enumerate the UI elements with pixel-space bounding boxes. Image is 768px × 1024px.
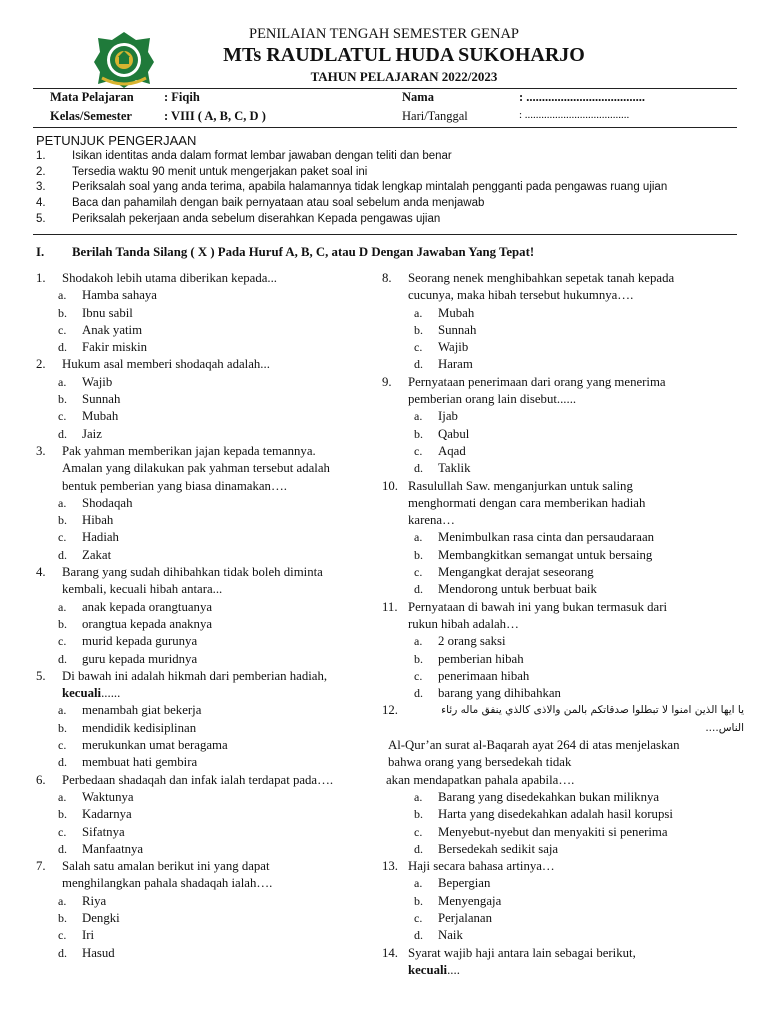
- question-number: 2.: [36, 357, 46, 372]
- option-text: Bersedekah sedikit saja: [438, 841, 559, 856]
- option-letter: c.: [58, 530, 67, 545]
- option-text: Mengangkat derajat seseorang: [438, 565, 594, 580]
- section-heading: [36, 245, 534, 260]
- option-letter: a.: [414, 409, 423, 424]
- answer-option[interactable]: [36, 789, 382, 806]
- instruction-number: 5.: [36, 213, 46, 225]
- info-divider: [33, 127, 737, 128]
- class-value: : VIII ( A, B, C, D ): [164, 109, 266, 123]
- option-text: mendidik kedisiplinan: [82, 720, 197, 735]
- option-letter: d.: [58, 651, 67, 666]
- option-text: Hasud: [82, 945, 115, 960]
- answer-option[interactable]: [36, 633, 382, 650]
- option-text: Harta yang disedekahkan adalah hasil korupsi: [438, 807, 673, 822]
- date-label: Hari/Tanggal: [402, 109, 468, 123]
- question-keyword-suffix: ....: [447, 962, 460, 977]
- option-letter: a.: [58, 495, 67, 510]
- option-letter: d.: [414, 582, 423, 597]
- question-text-line: akan mendapatkan pahala apabila….: [386, 772, 575, 787]
- answer-option[interactable]: [36, 547, 382, 564]
- answer-option[interactable]: [382, 824, 744, 841]
- question-stem: [36, 564, 382, 599]
- question-text-line: rukun hibah adalah…: [408, 616, 519, 631]
- option-letter: d.: [414, 928, 423, 943]
- name-field[interactable]: : ......................................: [519, 90, 646, 104]
- question-number: 10.: [382, 478, 398, 493]
- answer-option[interactable]: [36, 824, 382, 841]
- option-text: barang yang dihibahkan: [438, 686, 561, 701]
- option-text: Hamba sahaya: [82, 288, 157, 303]
- option-letter: b.: [58, 807, 67, 822]
- section-number: I.: [36, 245, 45, 259]
- answer-option[interactable]: [382, 651, 744, 668]
- option-text: Zakat: [82, 547, 112, 562]
- answer-option[interactable]: [36, 322, 382, 339]
- option-letter: c.: [58, 634, 67, 649]
- option-letter: c.: [414, 340, 423, 355]
- option-letter: a.: [58, 789, 67, 804]
- option-letter: c.: [58, 824, 67, 839]
- answer-option[interactable]: [382, 305, 744, 322]
- answer-option[interactable]: [36, 616, 382, 633]
- option-letter: a.: [414, 305, 423, 320]
- answer-option[interactable]: [36, 339, 382, 356]
- option-text: Taklik: [438, 461, 471, 476]
- instruction-number: 3.: [36, 181, 46, 193]
- subject-label: Mata Pelajaran: [50, 90, 134, 104]
- option-text: Sunnah: [438, 322, 477, 337]
- option-text: Haram: [438, 357, 473, 372]
- option-letter: b.: [58, 305, 67, 320]
- question-number: 4.: [36, 565, 46, 580]
- option-letter: c.: [414, 668, 423, 683]
- question-text-line: pemberian orang lain disebut......: [408, 392, 577, 407]
- answer-option[interactable]: [382, 460, 744, 477]
- questions-left-column: [36, 270, 382, 962]
- answer-option[interactable]: [36, 426, 382, 443]
- answer-option[interactable]: [36, 945, 382, 962]
- option-letter: c.: [414, 824, 423, 839]
- instruction-number: 4.: [36, 197, 46, 209]
- option-letter: a.: [414, 634, 423, 649]
- option-text: anak kepada orangtuanya: [82, 599, 213, 614]
- question-text-line: Amalan yang dilakukan pak yahman tersebut adalah: [62, 461, 330, 476]
- answer-option[interactable]: [36, 806, 382, 823]
- option-letter: d.: [58, 755, 67, 770]
- option-letter: b.: [414, 547, 423, 562]
- question-stem: [382, 945, 744, 980]
- answer-option[interactable]: [382, 356, 744, 373]
- question-text-line: karena…: [408, 513, 455, 528]
- instruction-text: Periksalah soal yang anda terima, apabila halamannya tidak lengkap mintalah pengganti pada pengawas ruang ujian: [72, 181, 668, 193]
- question-text-line: Salah satu amalan berikut ini yang dapat: [62, 859, 270, 874]
- name-label: Nama: [402, 90, 434, 104]
- question-text-line: cucunya, maka hibah tersebut hukumnya….: [408, 288, 634, 303]
- option-text: Mubah: [438, 305, 475, 320]
- question-number: 7.: [36, 859, 46, 874]
- answer-option[interactable]: [382, 789, 744, 806]
- question-number: 5.: [36, 668, 46, 683]
- option-text: Ibnu sabil: [82, 305, 133, 320]
- header-divider: [33, 88, 737, 89]
- answer-option[interactable]: [36, 287, 382, 304]
- answer-option[interactable]: [382, 668, 744, 685]
- option-text: Sifatnya: [82, 824, 125, 839]
- question-number: 3.: [36, 443, 46, 458]
- option-text: menambah giat bekerja: [82, 703, 202, 718]
- answer-option[interactable]: [36, 391, 382, 408]
- instructions-divider: [33, 234, 737, 235]
- option-text: 2 orang saksi: [438, 634, 506, 649]
- arabic-verse: يا ايها الذين امنوا لا تبطلوا صدقاتكم بالمن والاذى كالذي ينفق ماله رئاء الناس....: [441, 704, 744, 734]
- answer-option[interactable]: [36, 737, 382, 754]
- option-text: Bepergian: [438, 876, 491, 891]
- option-letter: d.: [58, 426, 67, 441]
- question-keyword: kecuali: [62, 686, 102, 701]
- instruction-text: Baca dan pahamilah dengan baik pernyataan atau soal sebelum anda menjawab: [72, 197, 485, 209]
- answer-option[interactable]: [36, 651, 382, 668]
- question-text-line: Pernyataan penerimaan dari orang yang menerima: [408, 374, 666, 389]
- question-stem: [36, 858, 382, 893]
- question-keyword: kecuali: [408, 962, 448, 977]
- instruction-item: [36, 150, 452, 162]
- option-letter: b.: [58, 392, 67, 407]
- instruction-text: Periksalah pekerjaan anda sebelum diserahkan Kepada pengawas ujian: [72, 213, 441, 225]
- option-letter: b.: [414, 651, 423, 666]
- option-letter: d.: [414, 686, 423, 701]
- answer-option[interactable]: [36, 529, 382, 546]
- option-letter: b.: [58, 616, 67, 631]
- question-text-line: [62, 685, 382, 702]
- question-block: [382, 599, 744, 703]
- option-text: Menyebut-nyebut dan menyakiti si penerima: [438, 824, 668, 839]
- option-text: Hibah: [82, 513, 114, 528]
- instruction-item: [36, 166, 367, 178]
- question-block: [382, 702, 744, 858]
- option-letter: a.: [58, 288, 67, 303]
- option-letter: c.: [414, 565, 423, 580]
- question-block: [382, 478, 744, 599]
- answer-option[interactable]: [382, 564, 744, 581]
- option-text: Wajib: [82, 374, 113, 389]
- instruction-text: Tersedia waktu 90 menit untuk mengerjakan paket soal ini: [72, 166, 368, 178]
- option-letter: d.: [414, 357, 423, 372]
- answer-option[interactable]: [36, 599, 382, 616]
- question-stem: [382, 599, 744, 634]
- answer-option[interactable]: [36, 305, 382, 322]
- question-stem: [382, 478, 744, 530]
- instructions-title: PETUNJUK PENGERJAAN: [36, 133, 197, 148]
- option-text: Waktunya: [82, 789, 134, 804]
- option-text: Manfaatnya: [82, 841, 144, 856]
- answer-option[interactable]: [382, 893, 744, 910]
- question-text-line: Haji secara bahasa artinya…: [408, 859, 555, 874]
- question-stem: [36, 668, 382, 703]
- question-text-line: kembali, kecuali hibah antara...: [62, 582, 223, 597]
- answer-option[interactable]: [36, 841, 382, 858]
- question-text-line: Barang yang sudah dihibahkan tidak boleh diminta: [62, 565, 323, 580]
- answer-option[interactable]: [36, 702, 382, 719]
- instruction-text: Isikan identitas anda dalam format lembar jawaban dengan teliti dan benar: [72, 150, 452, 162]
- option-letter: d.: [58, 340, 67, 355]
- answer-option[interactable]: [382, 443, 744, 460]
- answer-option[interactable]: [382, 529, 744, 546]
- question-number: 1.: [36, 271, 46, 285]
- answer-option[interactable]: [382, 408, 744, 425]
- question-stem: [382, 702, 744, 737]
- option-letter: a.: [414, 876, 423, 891]
- question-number: 12.: [382, 703, 398, 718]
- option-text: merukunkan umat beragama: [82, 738, 228, 753]
- option-text: Mubah: [82, 409, 119, 424]
- option-text: Barang yang disedekahkan bukan miliknya: [438, 789, 660, 804]
- option-letter: a.: [58, 893, 67, 908]
- question-number: 13.: [382, 859, 398, 874]
- option-text: Perjalanan: [438, 910, 493, 925]
- question-number: 11.: [382, 599, 398, 614]
- question-number: 9.: [382, 374, 392, 389]
- question-stem: [36, 772, 382, 789]
- question-text-line: [408, 962, 744, 979]
- answer-option[interactable]: [382, 633, 744, 650]
- answer-option[interactable]: [36, 910, 382, 927]
- option-text: Fakir miskin: [82, 340, 148, 355]
- option-text: Qabul: [438, 426, 470, 441]
- option-text: Wajib: [438, 340, 469, 355]
- question-block: [382, 270, 744, 374]
- question-keyword-suffix: ......: [101, 686, 121, 701]
- option-text: murid kepada gurunya: [82, 634, 198, 649]
- question-text-line: menghormati dengan cara memberikan hadiah: [408, 495, 646, 510]
- question-text-line: Pak yahman memberikan jajan kepada temannya.: [62, 443, 316, 458]
- option-letter: c.: [58, 928, 67, 943]
- option-text: Membangkitkan semangat untuk bersaing: [438, 547, 653, 562]
- exam-title: PENILAIAN TENGAH SEMESTER GENAP: [249, 26, 519, 42]
- option-text: Iri: [82, 928, 95, 943]
- answer-option[interactable]: [382, 685, 744, 702]
- question-block: [382, 945, 744, 980]
- subject-value: : Fiqih: [164, 90, 200, 104]
- question-block: [382, 858, 744, 944]
- option-letter: b.: [414, 893, 423, 908]
- option-letter: d.: [414, 461, 423, 476]
- answer-option[interactable]: [382, 910, 744, 927]
- option-letter: a.: [58, 599, 67, 614]
- option-letter: c.: [58, 738, 67, 753]
- question-stem: [382, 270, 744, 305]
- option-letter: a.: [414, 789, 423, 804]
- answer-option[interactable]: [382, 547, 744, 564]
- question-text-line: Seorang nenek menghibahkan sepetak tanah kepada: [408, 271, 675, 285]
- option-letter: c.: [58, 409, 67, 424]
- option-text: Naik: [438, 928, 463, 943]
- question-text-line: Pernyataan di bawah ini yang bukan termasuk dari: [408, 599, 668, 614]
- section-title: Berilah Tanda Silang ( X ) Pada Huruf A, B, C, atau D Dengan Jawaban Yang Tepat!: [72, 245, 535, 259]
- option-letter: b.: [414, 807, 423, 822]
- option-text: membuat hati gembira: [82, 755, 198, 770]
- option-text: pemberian hibah: [438, 651, 524, 666]
- answer-option[interactable]: [36, 374, 382, 391]
- school-name: MTs RAUDLATUL HUDA SUKOHARJO: [223, 44, 585, 66]
- option-text: Anak yatim: [82, 322, 143, 337]
- question-text-line: Syarat wajib haji antara lain sebagai berikut,: [408, 945, 636, 960]
- answer-option[interactable]: [36, 754, 382, 771]
- option-letter: b.: [58, 720, 67, 735]
- question-stem: [36, 443, 382, 495]
- option-letter: c.: [414, 443, 423, 458]
- instruction-item: [36, 197, 484, 209]
- question-block: [36, 858, 382, 962]
- date-field[interactable]: : ......................................: [519, 109, 630, 121]
- option-text: Menyengaja: [438, 893, 502, 908]
- answer-option[interactable]: [382, 426, 744, 443]
- option-text: orangtua kepada anaknya: [82, 616, 213, 631]
- option-text: Shodaqah: [82, 495, 133, 510]
- question-text-line: Di bawah ini adalah hikmah dari pemberian hadiah,: [62, 668, 328, 683]
- question-block: [382, 374, 744, 478]
- option-letter: b.: [58, 513, 67, 528]
- option-letter: b.: [58, 910, 67, 925]
- instruction-item: [36, 213, 440, 225]
- academic-year: TAHUN PELAJARAN 2022/2023: [310, 69, 498, 84]
- option-text: Ijab: [438, 409, 458, 424]
- question-stem: [382, 374, 744, 409]
- option-text: Aqad: [438, 443, 466, 458]
- question-number: 6.: [36, 772, 46, 787]
- answer-option[interactable]: [36, 408, 382, 425]
- question-text-line: Shodakoh lebih utama diberikan kepada...: [62, 271, 277, 285]
- question-stem: [36, 270, 382, 287]
- answer-option[interactable]: [382, 927, 744, 944]
- instruction-number: 1.: [36, 150, 46, 162]
- instruction-number: 2.: [36, 166, 46, 178]
- question-block: [36, 443, 382, 564]
- question-stem: [382, 858, 744, 875]
- option-text: Sunnah: [82, 392, 121, 407]
- question-block: [36, 270, 382, 356]
- question-text-line: bentuk pemberian yang biasa dinamakan….: [62, 478, 287, 493]
- question-text-line: Perbedaan shadaqah dan infak ialah terdapat pada….: [62, 772, 334, 787]
- class-label: Kelas/Semester: [50, 109, 132, 123]
- answer-option[interactable]: [36, 720, 382, 737]
- option-text: Mendorong untuk berbuat baik: [438, 582, 597, 597]
- question-text-line: bahwa orang yang bersedekah tidak: [388, 755, 572, 770]
- question-text-line: Al-Qur’an surat al-Baqarah ayat 264 di atas menjelaskan: [388, 738, 680, 753]
- answer-option[interactable]: [382, 339, 744, 356]
- question-block: [36, 564, 382, 668]
- question-stem: [36, 356, 382, 373]
- option-letter: d.: [414, 841, 423, 856]
- option-letter: c.: [414, 910, 423, 925]
- question-block: [36, 356, 382, 442]
- option-text: Menimbulkan rasa cinta dan persaudaraan: [438, 530, 655, 545]
- option-text: Hadiah: [82, 530, 119, 545]
- question-text-line: menghilangkan pahala shadaqah ialah….: [62, 876, 273, 891]
- answer-option[interactable]: [382, 806, 744, 823]
- question-number: 14.: [382, 945, 398, 960]
- question-block: [36, 772, 382, 858]
- answer-option[interactable]: [382, 841, 744, 858]
- answer-option[interactable]: [36, 927, 382, 944]
- answer-option[interactable]: [382, 322, 744, 339]
- option-text: Dengki: [82, 910, 120, 925]
- answer-option[interactable]: [382, 875, 744, 892]
- question-text-line: Hukum asal memberi shodaqah adalah...: [62, 357, 270, 372]
- question-text-line: Rasulullah Saw. menganjurkan untuk saling: [408, 478, 633, 493]
- option-letter: b.: [414, 322, 423, 337]
- question-number: 8.: [382, 271, 392, 285]
- option-letter: b.: [414, 426, 423, 441]
- answer-option[interactable]: [36, 512, 382, 529]
- instruction-item: [36, 181, 667, 193]
- questions-right-column: [382, 270, 744, 979]
- question-block: [36, 668, 382, 772]
- option-letter: a.: [414, 530, 423, 545]
- option-text: Jaiz: [82, 426, 102, 441]
- option-text: guru kepada muridnya: [82, 651, 198, 666]
- option-letter: a.: [58, 703, 67, 718]
- option-text: penerimaan hibah: [438, 668, 530, 683]
- option-letter: d.: [58, 547, 67, 562]
- option-letter: d.: [58, 945, 67, 960]
- answer-option[interactable]: [36, 893, 382, 910]
- answer-option[interactable]: [36, 495, 382, 512]
- answer-option[interactable]: [382, 581, 744, 598]
- option-letter: c.: [58, 322, 67, 337]
- option-letter: d.: [58, 841, 67, 856]
- option-text: Kadarnya: [82, 807, 132, 822]
- option-text: Riya: [82, 893, 107, 908]
- option-letter: a.: [58, 374, 67, 389]
